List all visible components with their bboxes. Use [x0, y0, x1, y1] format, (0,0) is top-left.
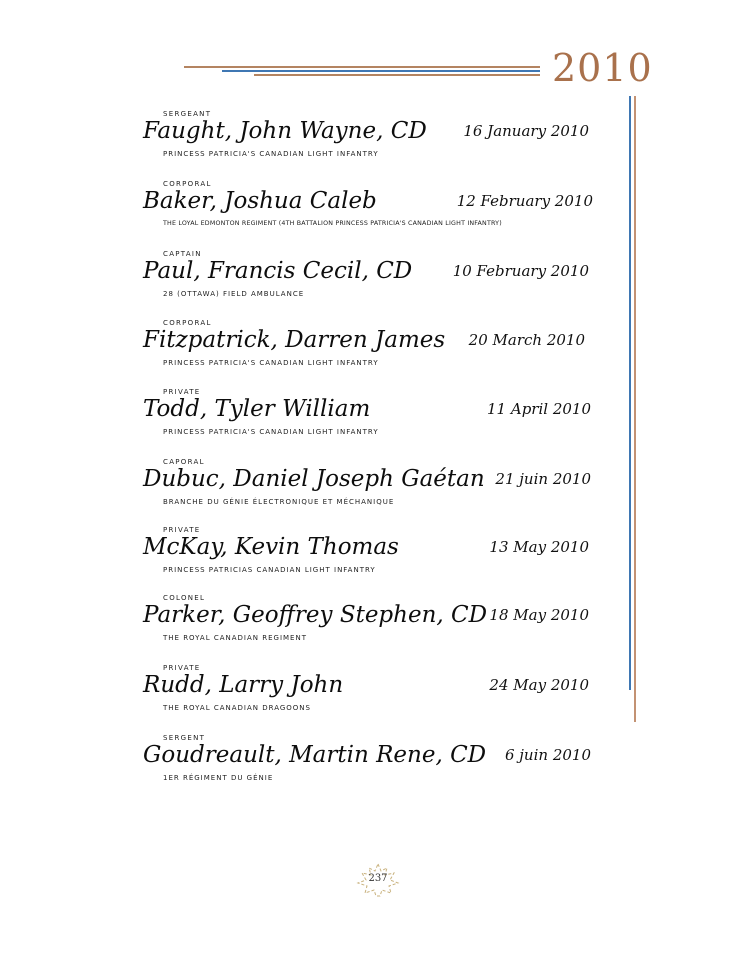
entry-date: 12 February 2010: [456, 192, 593, 210]
entry-name: Rudd, Larry John: [143, 672, 344, 698]
entry-rank: SERGENT: [163, 734, 206, 742]
entry-name: Dubuc, Daniel Joseph Gaétan: [143, 466, 485, 492]
entry-date: 10 February 2010: [452, 262, 589, 280]
entry-rank: CAPTAIN: [163, 250, 202, 258]
entry-unit: THE ROYAL CANADIAN REGIMENT: [163, 634, 307, 642]
page-number-badge: [354, 862, 402, 898]
header-rule-copper-top: [184, 66, 540, 68]
entry-rank: CAPORAL: [163, 458, 205, 466]
memorial-entry: [143, 319, 603, 387]
header-rule-blue: [222, 70, 540, 72]
entry-name: Fitzpatrick, Darren James: [143, 327, 446, 353]
page-number: 237: [368, 873, 388, 884]
entry-unit: PRINCESS PATRICIA'S CANADIAN LIGHT INFANTRY: [163, 150, 379, 158]
entry-date: 18 May 2010: [489, 606, 589, 624]
entry-name: Faught, John Wayne, CD: [143, 118, 427, 144]
entry-date: 13 May 2010: [489, 538, 589, 556]
entry-unit: PRINCESS PATRICIAS CANADIAN LIGHT INFANTRY: [163, 566, 376, 574]
entry-name: Paul, Francis Cecil, CD: [143, 258, 413, 284]
right-rule-blue: [629, 96, 631, 690]
entry-rank: PRIVATE: [163, 664, 201, 672]
entry-date: 6 juin 2010: [504, 746, 591, 764]
entry-rank: PRIVATE: [163, 526, 201, 534]
header-rule-copper-bottom: [254, 74, 540, 76]
entry-date: 21 juin 2010: [495, 470, 591, 488]
memorial-entry: [143, 250, 603, 318]
memorial-entry: [143, 180, 603, 248]
entry-rank: SERGEANT: [163, 110, 212, 118]
entry-name: McKay, Kevin Thomas: [143, 534, 399, 560]
memorial-entry: [143, 388, 603, 456]
entry-unit: PRINCESS PATRICIA'S CANADIAN LIGHT INFANTRY: [163, 428, 379, 436]
memorial-entry: [143, 734, 603, 802]
entry-name: Baker, Joshua Caleb: [143, 188, 377, 214]
memorial-entry: [143, 664, 603, 732]
entry-date: 16 January 2010: [463, 122, 589, 140]
memorial-entry: [143, 526, 603, 594]
entry-unit: THE ROYAL CANADIAN DRAGOONS: [163, 704, 311, 712]
entry-unit: 28 (OTTAWA) FIELD AMBULANCE: [163, 290, 305, 298]
entry-unit: THE LOYAL EDMONTON REGIMENT (4TH BATTALION PRINCESS PATRICIA'S CANADIAN LIGHT INFANTRY): [163, 220, 502, 227]
entry-unit: PRINCESS PATRICIA'S CANADIAN LIGHT INFANTRY: [163, 359, 379, 367]
right-rule-copper: [634, 96, 636, 722]
entry-unit: BRANCHE DU GÉNIE ÉLECTRONIQUE ET MÉCHANIQUE: [163, 498, 395, 506]
memorial-entry: [143, 110, 603, 178]
entry-date: 20 March 2010: [468, 331, 585, 349]
memorial-entry: [143, 458, 603, 526]
entry-rank: CORPORAL: [163, 180, 212, 188]
entry-rank: PRIVATE: [163, 388, 201, 396]
entry-date: 11 April 2010: [487, 400, 591, 418]
entry-name: Goudreault, Martin Rene, CD: [143, 742, 487, 768]
entry-unit: 1ER RÉGIMENT DU GÉNIE: [163, 774, 274, 782]
entry-rank: CORPORAL: [163, 319, 212, 327]
entry-name: Todd, Tyler William: [143, 396, 371, 422]
memorial-entry: [143, 594, 603, 662]
entry-rank: COLONEL: [163, 594, 206, 602]
entry-date: 24 May 2010: [489, 676, 589, 694]
page-year: 2010: [552, 46, 653, 90]
entry-name: Parker, Geoffrey Stephen, CD: [143, 602, 488, 628]
